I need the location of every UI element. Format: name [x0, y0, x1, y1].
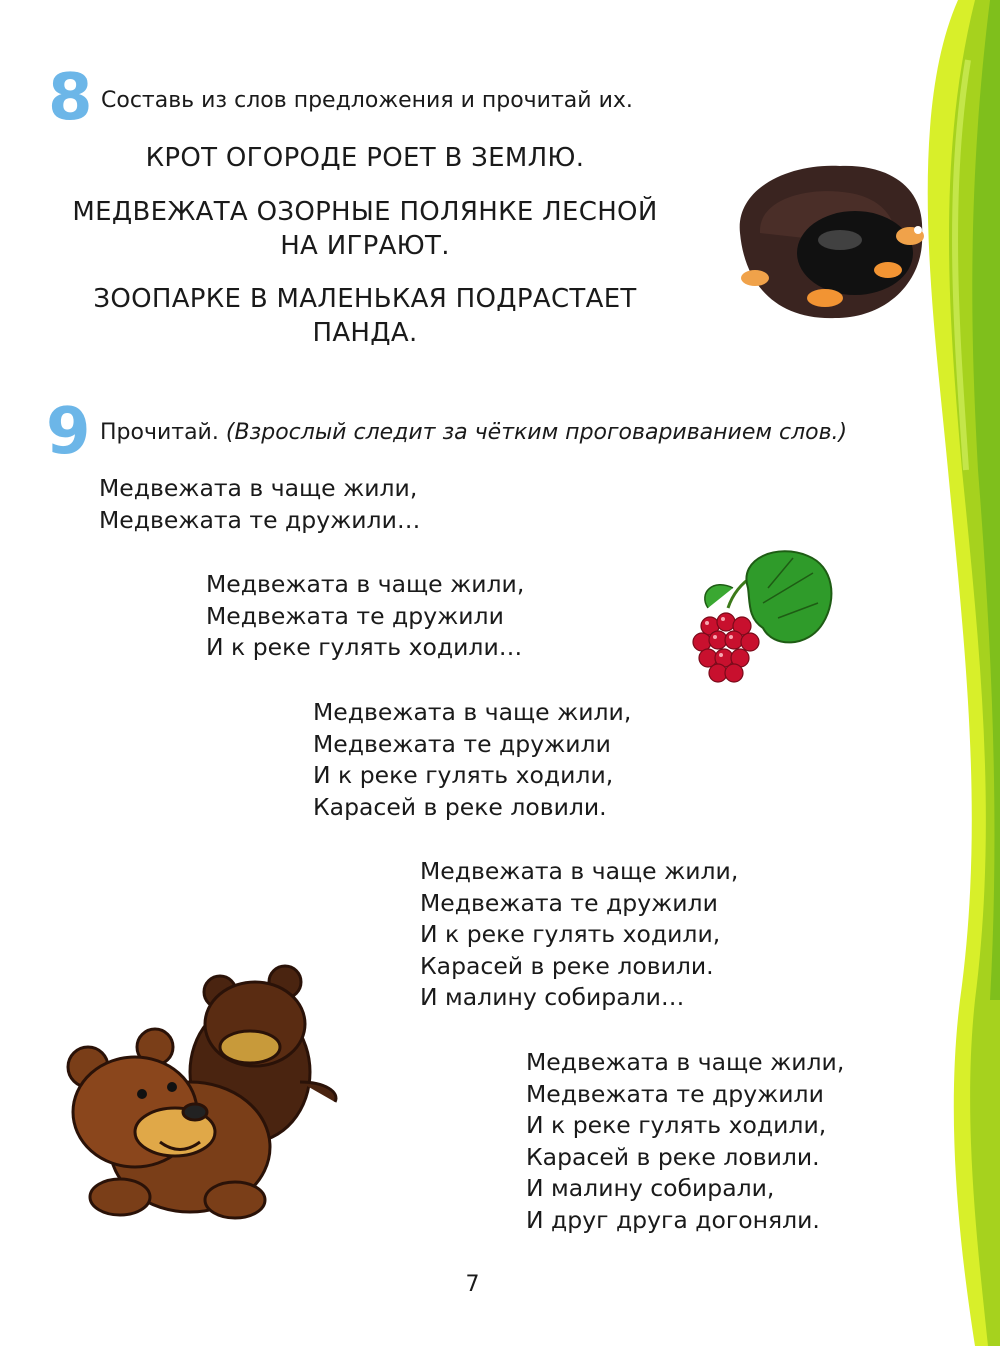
stanza-3-line-2: Медвежата те дружили — [313, 729, 611, 758]
stanza-3 — [313, 697, 631, 823]
stanza-3-line-1: Медвежата в чаще жили, — [313, 698, 632, 726]
sentence-2 — [0, 195, 730, 264]
stanza-1-line-2: Медвежата те дружили… — [99, 505, 421, 534]
task-9-instruction — [100, 420, 847, 446]
stanza-2 — [206, 569, 524, 664]
mole-illustration — [730, 158, 930, 328]
task-number-9: 9 — [46, 395, 91, 469]
task-8-instruction: Составь из слов предложения и прочитай их. — [101, 88, 633, 113]
sentence-3-line-1: ЗООПАРКЕ В МАЛЕНЬКАЯ ПОДРАСТАЕТ — [93, 284, 637, 314]
stanza-4-line-2: Медвежата те дружили — [420, 888, 718, 917]
stanza-2-line-3: И к реке гулять ходили… — [206, 633, 523, 661]
raspberry-illustration — [688, 548, 838, 688]
stanza-2-line-1: Медвежата в чаще жили, — [206, 570, 525, 598]
task-9-instruction-main: Прочитай. — [100, 420, 219, 445]
stanza-5 — [526, 1047, 844, 1236]
bears-illustration — [60, 962, 350, 1224]
stanza-4-line-4: Карасей в реке ловили. — [420, 951, 714, 980]
stanza-4-line-5: И малину собирали… — [420, 983, 685, 1011]
stanza-4 — [420, 856, 738, 1014]
sentence-1 — [0, 141, 730, 175]
stanza-5-line-3: И к реке гулять ходили, — [526, 1111, 827, 1139]
sentence-1-line-1: КРОТ ОГОРОДЕ РОЕТ В ЗЕМЛЮ. — [145, 143, 585, 173]
stanza-5-line-2: Медвежата те дружили — [526, 1079, 824, 1108]
stanza-3-line-4: Карасей в реке ловили. — [313, 792, 607, 821]
stanza-1 — [99, 473, 420, 536]
sentence-3 — [0, 282, 730, 351]
stanza-5-line-5: И малину собирали, — [526, 1174, 775, 1202]
sentence-3-line-2: ПАНДА. — [312, 318, 418, 349]
stanza-1-line-1: Медвежата в чаще жили, — [99, 474, 418, 502]
task-number-8: 8 — [48, 61, 93, 135]
stanza-3-line-3: И к реке гулять ходили, — [313, 761, 614, 789]
stanza-4-line-3: И к реке гулять ходили, — [420, 920, 721, 948]
stanza-4-line-1: Медвежата в чаще жили, — [420, 857, 739, 885]
page-number: 7 — [465, 1272, 480, 1297]
stanza-5-line-4: Карасей в реке ловили. — [526, 1142, 820, 1171]
stanza-2-line-2: Медвежата те дружили — [206, 601, 504, 630]
sentence-2-line-2: НА ИГРАЮТ. — [280, 231, 450, 262]
stanza-5-line-6: И друг друга догоняли. — [526, 1205, 820, 1234]
task-9-note: (Взрослый следит за чётким проговариванием слов.) — [225, 420, 848, 445]
stanza-5-line-1: Медвежата в чаще жили, — [526, 1048, 845, 1076]
sentence-2-line-1: МЕДВЕЖАТА ОЗОРНЫЕ ПОЛЯНКЕ ЛЕСНОЙ — [72, 197, 658, 227]
